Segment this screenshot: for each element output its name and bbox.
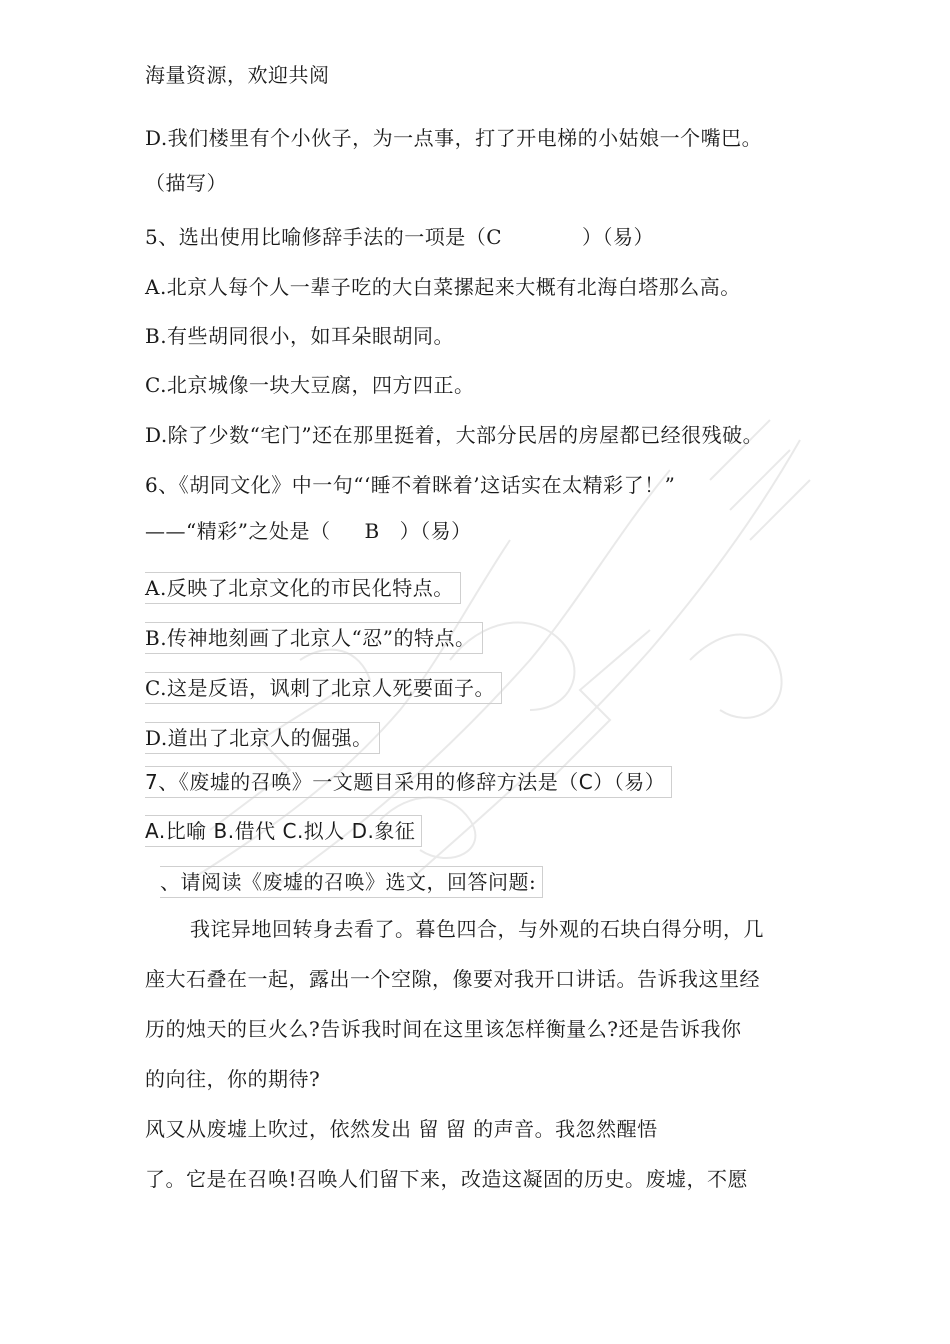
question-6-option-b: B.传神地刻画了北京人“忍”的特点。 (145, 622, 483, 654)
question-5-option-b: B.有些胡同很小，如耳朵眼胡同。 (145, 324, 455, 348)
passage-line-3: 历的烛天的巨火么?告诉我时间在这里该怎样衡量么?还是告诉我你 (145, 1017, 742, 1041)
question-6-option-a: A.反映了北京文化的市民化特点。 (145, 572, 461, 604)
question-6-prompt (145, 518, 472, 544)
question-6-prompt-text: ——“精彩”之处是（ (145, 519, 331, 543)
option-d-note: （描写） (145, 171, 227, 195)
passage-line-4: 的向往，你的期待? (145, 1067, 321, 1091)
question-5-tail: ）（易） (582, 225, 655, 249)
option-d-line: D.我们楼里有个小伙子，为一点事，打了开电梯的小姑娘一个嘴巴。 (145, 126, 763, 150)
question-5-text: 5、选出使用比喻修辞手法的一项是（C (145, 225, 503, 249)
question-7: 7、《废墟的召唤》一文题目采用的修辞方法是（C）（易） (145, 766, 672, 798)
question-6: 6、《胡同文化》中一句“‘睡不着眯着’这话实在太精彩了！” (145, 473, 676, 497)
passage-line-1: 我诧异地回转身去看了。暮色四合，与外观的石块白得分明，几 (190, 917, 764, 941)
passage-line-6: 了。它是在召唤!召唤人们留下来，改造这凝固的历史。废墟，不愿 (145, 1167, 749, 1191)
question-6-option-d: D.道出了北京人的倔强。 (145, 722, 380, 754)
question-5-option-d: D.除了少数“宅门”还在那里挺着，大部分民居的房屋都已经很残破。 (145, 423, 764, 447)
question-6-answer: B (364, 519, 380, 543)
passage-line-2: 座大石叠在一起，露出一个空隙，像要对我开口讲话。告诉我这里经 (145, 967, 760, 991)
question-5-option-c: C.北京城像一块大豆腐，四方四正。 (145, 373, 475, 397)
page-header: 海量资源，欢迎共阅 (145, 63, 330, 87)
reading-instruction: 、请阅读《废墟的召唤》选文，回答问题: (160, 866, 543, 898)
question-5-option-a: A.北京人每个人一辈子吃的大白菜摞起来大概有北海白塔那么高。 (145, 275, 741, 299)
question-7-options: A.比喻 B.借代 C.拟人 D.象征 (145, 815, 422, 847)
question-5 (145, 224, 654, 250)
question-6-tail: ）（易） (399, 519, 472, 543)
passage-line-5: 风又从废墟上吹过，依然发出 留 留 的声音。我忽然醒悟 (145, 1117, 658, 1141)
question-6-option-c: C.这是反语，讽刺了北京人死要面子。 (145, 672, 502, 704)
